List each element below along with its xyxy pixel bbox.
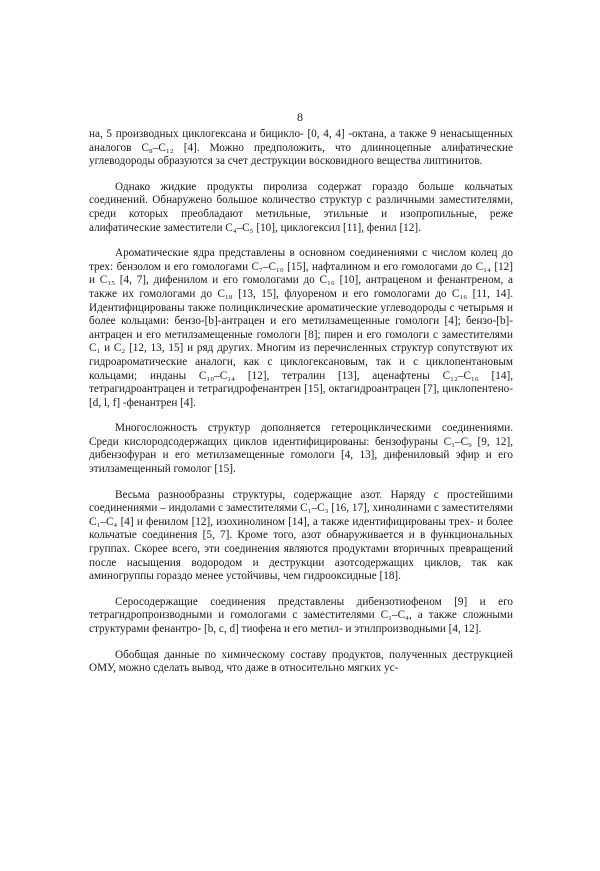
paragraph-5: Весьма разнообразны структуры, содержащие азот. Наряду с простейшими соединениями – индолами с заместителями C₁–C₃ [16, 17], хинолинами с заместителями C₁–C₄ [4] и фенилом [12], изохинолином [14], а также идентифицированы трех- и более кольчатые соединения [5, 7]. Кроме того, азот обнаруживается и в функциональных группах. Скорее всего, эти соединения являются продуктами вторичных превращений после насыщения водородом и деструкции азотсодержащих циклов, так как аминогруппы гораздо менее устойчивы, чем гидрооксидные [18]. [89, 488, 513, 583]
paragraph-4: Многосложность структур дополняется гетероциклическими соединениями. Среди кислородсодержащих циклов идентифицированы: бензофураны C₁–C₉ [9, 12], дибензофуран и его метилзамещенные гомологи [4, 13], дифениловый эфир и его этилзамещенный гомолог [15]. [89, 422, 513, 476]
page-number: 8 [297, 110, 303, 124]
document-body [89, 128, 513, 688]
paragraph-1: на, 5 производных циклогексана и бицикло- [0, 4, 4] -октана, а также 9 ненасыщенных аналогов C₈–C₁₂ [4]. Можно предположить, что длинноцепные алифатические углеводороды образуются за счет деструкции восковидного вещества липтинитов. [89, 128, 513, 168]
paragraph-2: Однако жидкие продукты пиролиза содержат гораздо больше кольчатых соединений. Обнаружено большое количество структур с различными заместителями, среди которых преобладают метильные, этильные и изопропильные, реже алифатические заместители C₄–C₅ [10], циклогексил [11], фенил [12]. [89, 180, 513, 234]
paragraph-6: Серосодержащие соединения представлены дибензотиофеном [9] и его тетрагидропроизводными и гомологами с заместителями C₁–C₄, а также сложными структурами фенантро- [b, c, d] тиофена и его метил- и этилпроизводными [4, 12]. [89, 595, 513, 635]
paragraph-7: Обобщая данные по химическому составу продуктов, полученных деструкцией ОМУ, можно сделать вывод, что даже в относительно мягких ус- [89, 648, 513, 675]
paragraph-3: Ароматические ядра представлены в основном соединениями с числом колец до трех: бензолом и его гомологами C₇–C₁₀ [15], нафталином и его гомологами до C₁₄ [12] и C₁₅ [4, 7], дифенилом и его гомологами до C₁₆ [10], антраценом и фенантреном, а также их гомологами до C₁₈ [13, 15], флуореном и его гомологами до C₁₆ [11, 14]. Идентифицированы также полициклические ароматические углеводороды с четырьмя и более кольцами: бензо-[b]-антрацен и его метилзамещенные гомологи [4]; бензо-[b]-антрацен и его метилзамещенные гомологи [8]; пирен и его гомологи с заместителями C₁ и C₂ [12, 13, 15] и ряд других. Многим из перечисленных структур сопутствуют их гидроароматические аналоги, как с циклогексановым, так и с циклопентановым кольцами; инданы C₁₀–C₁₄ [12], тетралин [13], аценафтены C₁₂–C₁₆ [14], тетрагидроантрацен и тетрагидрофенантрен [15], октагидроантрацен [7], циклопентено- [d, l, f] -фенантрен [4]. [89, 247, 513, 409]
